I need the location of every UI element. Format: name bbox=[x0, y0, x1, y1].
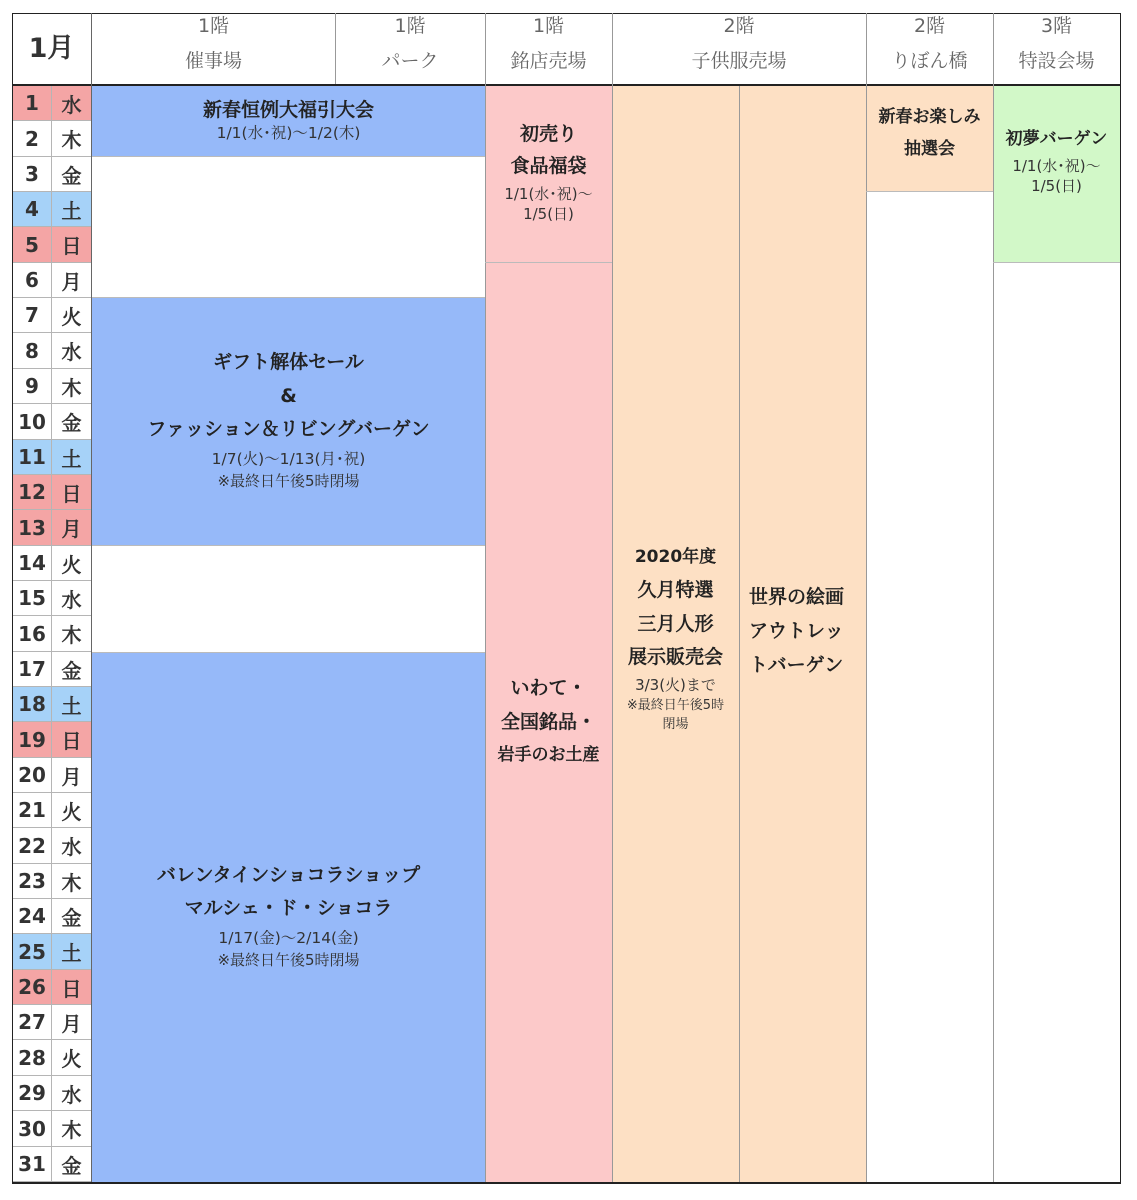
event-fukubiki bbox=[92, 86, 485, 156]
row-divider bbox=[92, 652, 485, 653]
day-weekday: 土 bbox=[52, 440, 91, 475]
header-floor: 2階 bbox=[913, 15, 946, 37]
day-weekday: 土 bbox=[52, 934, 91, 970]
day-number: 13 bbox=[13, 510, 51, 546]
row-divider bbox=[92, 545, 485, 546]
day-number: 25 bbox=[13, 934, 51, 970]
event-title: 新春お楽しみ bbox=[878, 107, 981, 127]
day-number: 28 bbox=[13, 1040, 51, 1076]
month-label-text: 1月 bbox=[28, 32, 75, 64]
day-weekday: 月 bbox=[52, 263, 91, 298]
event-note: ※最終日午後5時閉場 bbox=[217, 472, 360, 491]
col-divider bbox=[91, 13, 92, 1182]
header-venue: 子供服売場 bbox=[691, 50, 787, 72]
border-bottom bbox=[12, 1182, 1121, 1184]
header-col-kodomofuku bbox=[612, 9, 866, 79]
day-number: 10 bbox=[13, 404, 51, 440]
header-venue: 銘店売場 bbox=[510, 50, 587, 72]
day-number: 6 bbox=[13, 263, 51, 298]
day-weekday: 火 bbox=[52, 1040, 91, 1076]
day-number: 9 bbox=[13, 369, 51, 404]
header-floor: 1階 bbox=[394, 15, 426, 37]
day-weekday: 日 bbox=[52, 475, 91, 510]
event-gift-sale bbox=[92, 297, 485, 545]
event-title: ギフト解体セール bbox=[213, 350, 364, 373]
day-weekday: 土 bbox=[52, 192, 91, 227]
day-number: 7 bbox=[13, 298, 51, 333]
day-weekday: 月 bbox=[52, 758, 91, 793]
event-note: 閉場 bbox=[662, 716, 689, 732]
event-dates: 1/17(金)～2/14(金) bbox=[218, 929, 359, 948]
col-divider bbox=[993, 13, 994, 1182]
day-number: 22 bbox=[13, 828, 51, 864]
event-title: 食品福袋 bbox=[510, 155, 587, 178]
day-weekday: 金 bbox=[52, 899, 91, 934]
day-number: 14 bbox=[13, 546, 51, 581]
day-number: 5 bbox=[13, 227, 51, 263]
row-divider bbox=[866, 191, 993, 192]
day-number: 4 bbox=[13, 192, 51, 227]
day-number: 8 bbox=[13, 333, 51, 369]
header-floor: 1階 bbox=[532, 15, 565, 37]
day-weekday: 金 bbox=[52, 404, 91, 440]
event-title: マルシェ・ド・ショコラ bbox=[184, 897, 393, 920]
header-floor: 2階 bbox=[723, 15, 755, 37]
event-lottery bbox=[866, 86, 993, 191]
day-weekday: 日 bbox=[52, 970, 91, 1005]
header-col-ribonbashi bbox=[866, 9, 993, 79]
col-divider bbox=[866, 13, 867, 1182]
day-weekday: 日 bbox=[52, 722, 91, 758]
event-title: 久月特選 bbox=[637, 578, 714, 601]
event-dates: 1/5(日) bbox=[1031, 176, 1082, 195]
event-title: 世界の絵画 bbox=[749, 586, 845, 609]
day-number: 27 bbox=[13, 1005, 51, 1040]
event-title: 抽選会 bbox=[904, 138, 955, 159]
day-weekday: 火 bbox=[52, 546, 91, 581]
event-title: 岩手のお土産 bbox=[497, 745, 600, 766]
header-floor: 1階 bbox=[197, 15, 230, 37]
day-weekday: 日 bbox=[52, 227, 91, 263]
event-note: ※最終日午後5時 bbox=[626, 698, 725, 714]
row-divider bbox=[485, 262, 612, 263]
day-weekday: 火 bbox=[52, 298, 91, 333]
event-note: ※最終日午後5時閉場 bbox=[217, 951, 360, 970]
event-hatsuyume bbox=[993, 86, 1120, 262]
event-title: アウトレッ bbox=[749, 620, 844, 643]
event-title: バレンタインショコラショップ bbox=[156, 863, 421, 886]
day-weekday: 金 bbox=[52, 157, 91, 192]
event-title: 全国銘品・ bbox=[500, 711, 596, 734]
day-number: 17 bbox=[13, 652, 51, 687]
border-left bbox=[12, 13, 13, 1182]
day-number: 15 bbox=[13, 581, 51, 616]
header-col-tokusetsu bbox=[993, 9, 1120, 79]
event-title: 初夢バーゲン bbox=[1005, 129, 1108, 149]
day-weekday: 水 bbox=[52, 333, 91, 369]
border-top bbox=[12, 13, 1121, 14]
day-number: 19 bbox=[13, 722, 51, 758]
day-weekday: 木 bbox=[52, 1111, 91, 1147]
col-divider bbox=[485, 13, 486, 1182]
day-weekday: 月 bbox=[52, 1005, 91, 1040]
col-divider bbox=[612, 13, 613, 1182]
event-title: いわて・ bbox=[510, 677, 587, 700]
header-divider bbox=[12, 84, 1121, 86]
header-venue: 催事場 bbox=[184, 50, 242, 72]
day-weekday: 水 bbox=[52, 1076, 91, 1111]
day-weekday-divider bbox=[51, 86, 52, 1182]
event-dates: 1/7(火)～1/13(月･祝) bbox=[211, 450, 366, 469]
day-weekday: 月 bbox=[52, 510, 91, 546]
event-title: トバーゲン bbox=[749, 653, 844, 676]
header-venue: 特設会場 bbox=[1018, 50, 1095, 72]
row-divider bbox=[92, 156, 485, 157]
event-valentine bbox=[92, 652, 485, 1182]
col-divider bbox=[335, 13, 336, 84]
day-number: 18 bbox=[13, 687, 51, 722]
header-venue: パーク bbox=[381, 50, 439, 72]
day-number: 2 bbox=[13, 121, 51, 157]
event-iwate-meihin bbox=[485, 262, 612, 1182]
day-number: 11 bbox=[13, 440, 51, 475]
day-number: 23 bbox=[13, 864, 51, 899]
event-kaiga-outlet bbox=[739, 86, 866, 1182]
day-number: 21 bbox=[13, 793, 51, 828]
day-number: 3 bbox=[13, 157, 51, 192]
row-divider bbox=[993, 262, 1120, 263]
day-weekday: 木 bbox=[52, 616, 91, 652]
day-weekday: 水 bbox=[52, 86, 91, 121]
header-col-saijijo bbox=[92, 9, 335, 79]
day-weekday: 金 bbox=[52, 652, 91, 687]
day-number: 29 bbox=[13, 1076, 51, 1111]
day-weekday: 木 bbox=[52, 864, 91, 899]
day-number: 31 bbox=[13, 1147, 51, 1182]
day-weekday: 土 bbox=[52, 687, 91, 722]
day-number: 12 bbox=[13, 475, 51, 510]
row-divider bbox=[92, 297, 485, 298]
day-weekday: 水 bbox=[52, 828, 91, 864]
event-hina-ningyo bbox=[612, 86, 739, 1182]
day-weekday: 木 bbox=[52, 369, 91, 404]
day-weekday: 火 bbox=[52, 793, 91, 828]
day-weekday: 木 bbox=[52, 121, 91, 157]
event-dates: 1/1(水･祝)～ bbox=[1012, 156, 1101, 175]
event-dates: 1/1(水･祝)～ bbox=[504, 185, 593, 204]
day-number: 24 bbox=[13, 899, 51, 934]
event-dates: 1/1(水･祝)～1/2(木) bbox=[216, 123, 361, 142]
border-right bbox=[1120, 13, 1121, 1182]
event-title: 初売り bbox=[519, 123, 577, 146]
day-number: 20 bbox=[13, 758, 51, 793]
day-number: 16 bbox=[13, 616, 51, 652]
day-weekday: 金 bbox=[52, 1147, 91, 1182]
header-venue: りぼん橋 bbox=[891, 50, 968, 72]
event-title: 2020年度 bbox=[634, 547, 717, 568]
event-dates: 3/3(火)まで bbox=[635, 676, 716, 695]
event-title: 新春恒例大福引大会 bbox=[202, 98, 374, 121]
header-col-meiten bbox=[485, 9, 612, 79]
day-number: 30 bbox=[13, 1111, 51, 1147]
event-title: & bbox=[280, 384, 297, 407]
event-title: 三月人形 bbox=[637, 612, 714, 635]
day-number: 26 bbox=[13, 970, 51, 1005]
header-col-park bbox=[335, 9, 485, 79]
event-title: 展示販売会 bbox=[627, 646, 723, 669]
event-title: ファッション＆リビングバーゲン bbox=[147, 418, 430, 441]
col-divider bbox=[739, 86, 740, 1182]
header-floor: 3階 bbox=[1040, 15, 1073, 37]
day-number: 1 bbox=[13, 86, 51, 121]
month-label bbox=[12, 13, 91, 84]
event-dates: 1/5(日) bbox=[523, 205, 574, 224]
day-weekday: 水 bbox=[52, 581, 91, 616]
event-hatsuuri bbox=[485, 86, 612, 262]
